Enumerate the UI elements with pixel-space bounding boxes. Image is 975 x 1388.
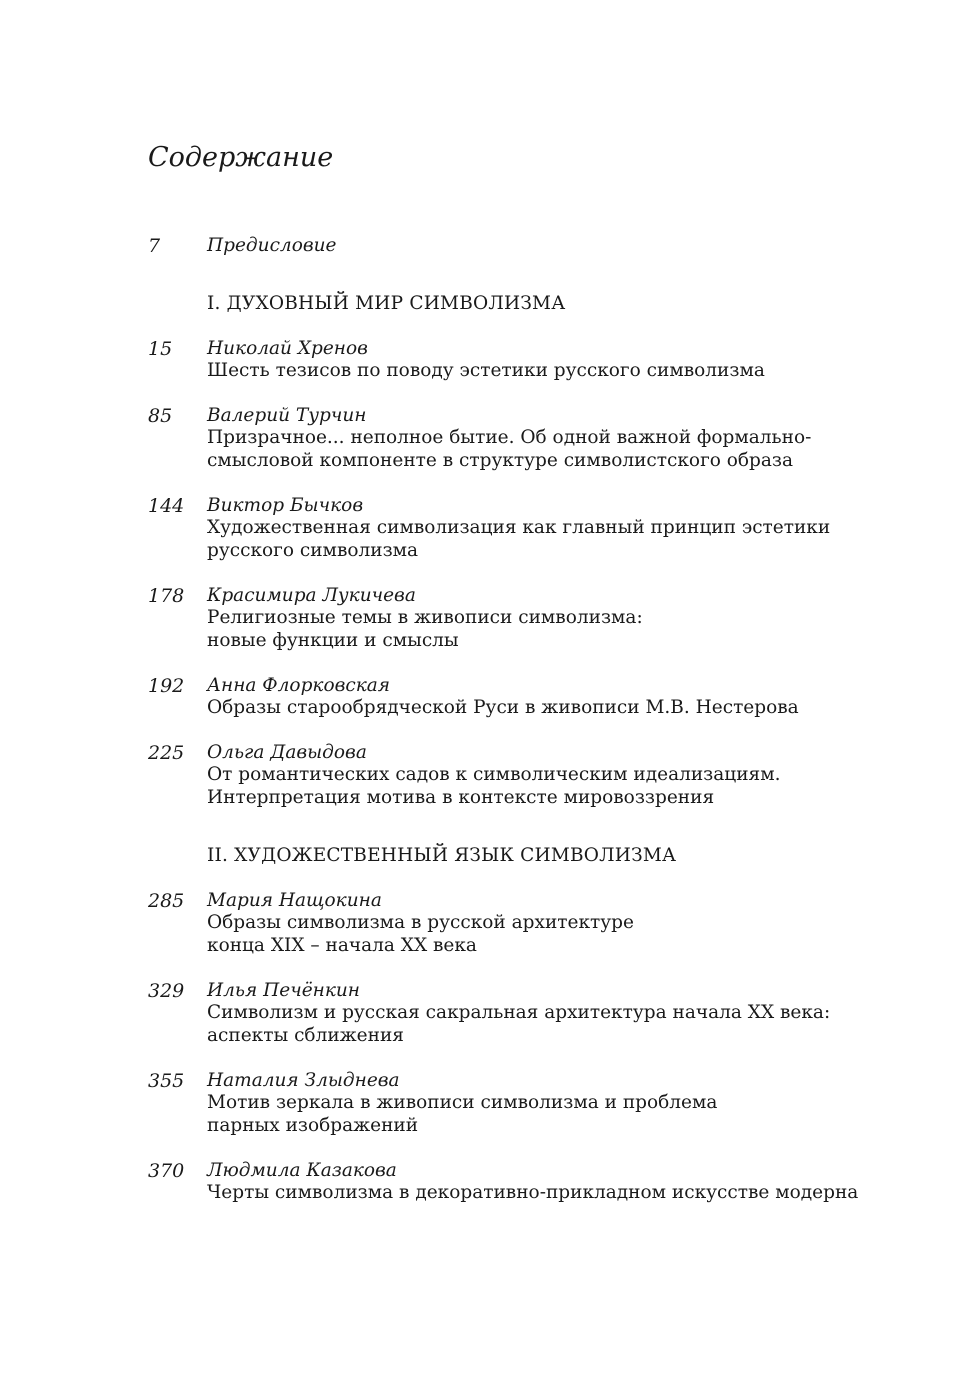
entry-title-line: Интерпретация мотива в контексте мировоззрения [207,786,715,808]
entry-author: Анна Флорковская [207,675,391,696]
entry-author: Красимира Лукичева [207,585,416,606]
entry-title-line: От романтических садов к символическим идеализациям. [207,764,781,785]
entry-title-line: русского символизма [207,539,419,561]
entry-author: Илья Печёнкин [207,980,360,1001]
page-number: 225 [148,742,185,764]
page-number: 178 [148,585,185,607]
entry-title-line: Символизм и русская сакральная архитектура начала XX века: [207,1002,831,1023]
page-number: 370 [148,1160,185,1182]
entry-title-line: Мотив зеркала в живописи символизма и проблема [207,1092,718,1113]
page-number: 85 [148,405,173,427]
entry-title-line: смысловой компоненте в структуре символистского образа [207,449,794,471]
entry-author: Ольга Давыдова [207,742,367,763]
entry-title-line: аспекты сближения [207,1024,404,1046]
entry-author: Наталия Злыднева [207,1070,400,1091]
page-number: 329 [148,980,185,1002]
entry-author: Валерий Турчин [207,405,367,426]
page-title: Содержание [148,142,334,173]
entry-title-line: Призрачное... неполное бытие. Об одной важной формально- [207,427,812,448]
page-number: 285 [148,890,185,912]
page-number: 144 [148,495,185,517]
entry-author: Виктор Бычков [207,495,364,516]
entry-title-line: Черты символизма в декоративно-прикладном искусстве модерна [207,1182,859,1203]
entry-title-line: Образы старообрядческой Руси в живописи М.В. Нестерова [207,697,799,718]
entry-title-line: Шесть тезисов по поводу эстетики русского символизма [207,360,765,381]
entry-title-line: новые функции и смыслы [207,629,459,651]
entry-author: Николай Хренов [207,338,368,359]
page-number: 192 [148,675,185,697]
entry-author: Людмила Казакова [207,1160,397,1181]
entry-author: Мария Нащокина [207,890,382,911]
page-number: 7 [148,235,161,257]
page-number: 355 [148,1070,185,1092]
entry-title-line: Художественная символизация как главный принцип эстетики [207,517,831,538]
section-heading-2: II. ХУДОЖЕСТВЕННЫЙ ЯЗЫК СИМВОЛИЗМА [207,845,677,866]
entry-title-line: конца XIX – начала XX века [207,934,477,956]
entry-title: Предисловие [207,235,337,256]
entry-title-line: парных изображений [207,1114,419,1136]
entry-title-line: Образы символизма в русской архитектуре [207,912,634,933]
entry-title-line: Религиозные темы в живописи символизма: [207,607,643,628]
section-heading-1: I. ДУХОВНЫЙ МИР СИМВОЛИЗМА [207,293,566,314]
page-number: 15 [148,338,173,360]
